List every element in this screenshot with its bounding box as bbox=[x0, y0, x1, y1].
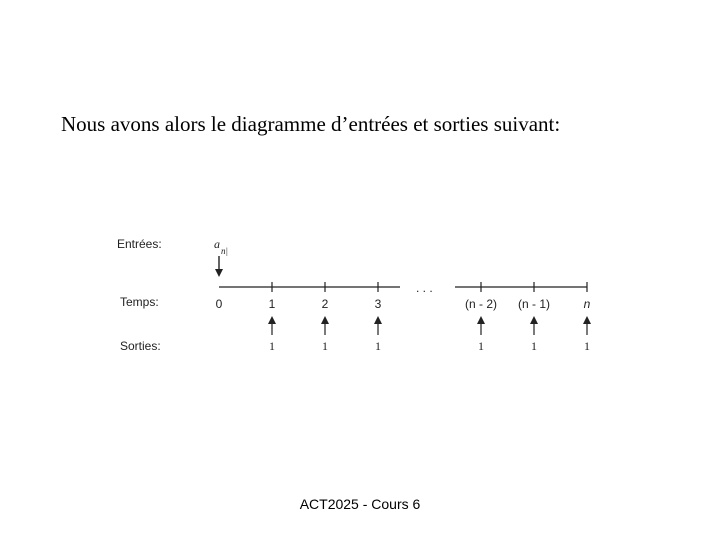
output-value-1: 1 bbox=[269, 339, 275, 353]
time-label-0: 0 bbox=[215, 297, 223, 311]
inputs-row-label: Entrées: bbox=[117, 237, 162, 251]
output-value-n-1: 1 bbox=[531, 339, 537, 353]
time-labels bbox=[216, 297, 591, 311]
output-value-3: 1 bbox=[375, 339, 381, 353]
input-annuity-symbol bbox=[214, 237, 228, 256]
time-label-n: n bbox=[583, 297, 591, 311]
time-label-2: 2 bbox=[321, 297, 329, 311]
time-row-label: Temps: bbox=[120, 295, 159, 309]
output-arrows bbox=[272, 320, 587, 335]
time-label-1: 1 bbox=[268, 297, 276, 311]
time-label-n-2: (n - 2) bbox=[464, 297, 498, 311]
time-label-n-1: (n - 1) bbox=[517, 297, 551, 311]
slide-footer: ACT2025 - Cours 6 bbox=[299, 496, 421, 512]
input-symbol-base: a bbox=[214, 237, 220, 251]
output-value-n-2: 1 bbox=[478, 339, 484, 353]
output-values bbox=[269, 339, 590, 353]
input-symbol-subscript: n| bbox=[221, 246, 228, 256]
output-value-n: 1 bbox=[584, 339, 590, 353]
outputs-row-label: Sorties: bbox=[120, 339, 161, 353]
slide-heading: Nous avons alors le diagramme d’entrées et sorties suivant: bbox=[61, 112, 561, 136]
timeline-ellipsis: . . . bbox=[416, 281, 433, 295]
time-label-3: 3 bbox=[374, 297, 382, 311]
output-value-2: 1 bbox=[322, 339, 328, 353]
